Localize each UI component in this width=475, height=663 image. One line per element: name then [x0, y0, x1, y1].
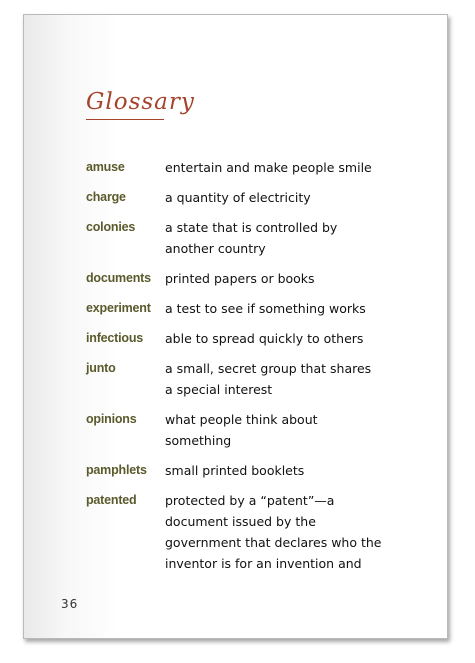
glossary-term: junto: [86, 361, 116, 375]
definition-line: inventor is for an invention and: [165, 556, 362, 571]
glossary-definition: printed papers or books: [165, 271, 315, 286]
glossary-term: infectious: [86, 331, 144, 345]
glossary-entry-opinions: [86, 409, 426, 451]
page-number: 36: [61, 597, 79, 611]
glossary-term: colonies: [86, 220, 136, 234]
glossary-entry-charge: [86, 187, 426, 208]
page-title: Glossary: [86, 89, 195, 115]
definition-line: a state that is controlled by: [165, 220, 338, 235]
glossary-definition: [165, 409, 426, 451]
definition-line: protected by a “patent”—a: [165, 493, 335, 508]
glossary-entry-junto: [86, 358, 426, 400]
definition-line: another country: [165, 241, 266, 256]
glossary-definition: [165, 490, 426, 574]
glossary-term: amuse: [86, 160, 125, 174]
definition-line: document issued by the: [165, 514, 316, 529]
glossary-term: patented: [86, 493, 137, 507]
glossary-definition: able to spread quickly to others: [165, 331, 364, 346]
glossary-term: documents: [86, 271, 151, 285]
definition-line: something: [165, 433, 232, 448]
definition-line: government that declares who the: [165, 535, 382, 550]
glossary-definition: a test to see if something works: [165, 301, 366, 316]
glossary-definition: [165, 358, 426, 400]
glossary-term: opinions: [86, 412, 137, 426]
definition-line: a small, secret group that shares: [165, 361, 372, 376]
glossary-term: experiment: [86, 301, 151, 315]
glossary-term: pamphlets: [86, 463, 147, 477]
glossary-entry-pamphlets: [86, 460, 426, 481]
glossary-entry-experiment: [86, 298, 426, 319]
definition-line: what people think about: [165, 412, 318, 427]
glossary-definition: entertain and make people smile: [165, 160, 372, 175]
glossary-entry-amuse: [86, 157, 426, 178]
glossary-definition: a quantity of electricity: [165, 190, 311, 205]
glossary-definition: small printed booklets: [165, 463, 305, 478]
glossary-definition: [165, 217, 426, 259]
glossary-entry-colonies: [86, 217, 426, 259]
glossary-list: [86, 157, 426, 583]
glossary-term: charge: [86, 190, 126, 204]
title-underline: [86, 119, 164, 120]
glossary-entry-documents: [86, 268, 426, 289]
definition-line: a special interest: [165, 382, 273, 397]
glossary-entry-infectious: [86, 328, 426, 349]
book-page: [23, 14, 448, 639]
glossary-entry-patented: [86, 490, 426, 574]
